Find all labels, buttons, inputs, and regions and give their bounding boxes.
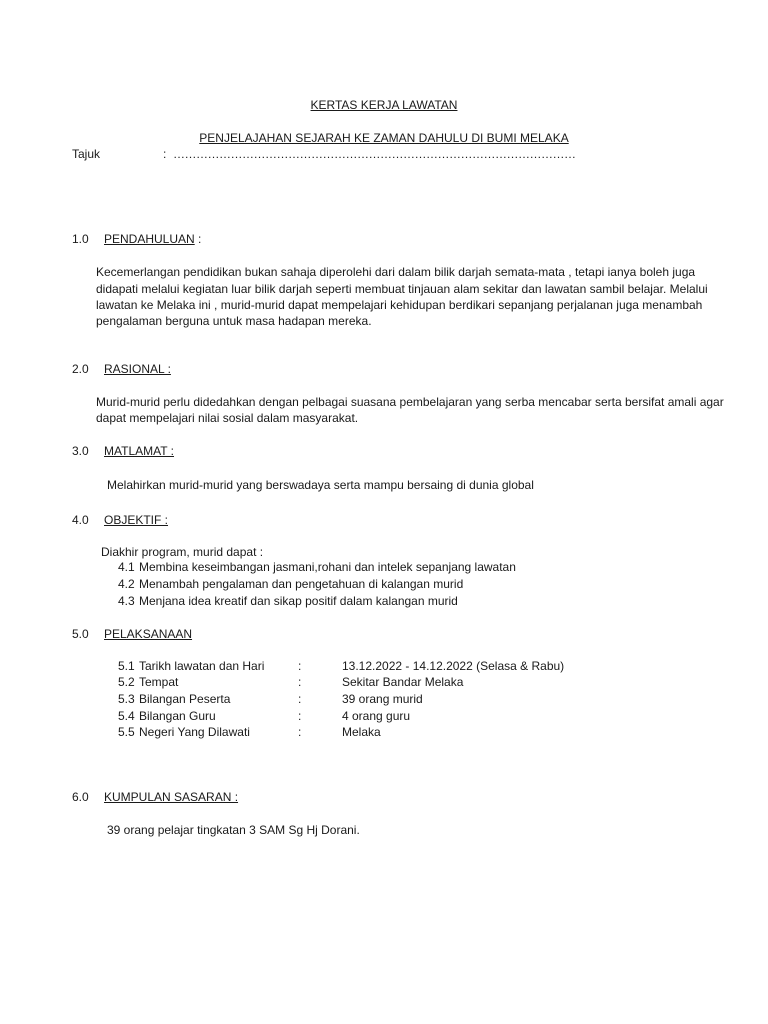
tajuk-colon: : (163, 147, 167, 161)
objektif-item-number: 4.1 (118, 560, 135, 574)
section-pendahuluan-heading (104, 231, 201, 247)
pendahuluan-line: didapati melalui kegiatan luar bilik darjah seperti membuat tinjauan alam sekitar dan lawatan sambil belajar. Melalui (96, 282, 708, 296)
objektif-item-number: 4.2 (118, 577, 135, 591)
document-title (0, 97, 768, 113)
pelaksanaan-row-colon: : (298, 725, 302, 739)
section-objektif-heading-text: OBJEKTIF : (104, 513, 169, 527)
section-pelaksanaan-heading-text: PELAKSANAAN (104, 627, 193, 641)
section-pelaksanaan-number: 5.0 (72, 627, 89, 641)
pelaksanaan-row-value: 4 orang guru (342, 709, 411, 723)
objektif-item-text: Menambah pengalaman dan pengetahuan di kalangan murid (139, 577, 464, 591)
pendahuluan-line: pengalaman berguna untuk masa hadapan mereka. (96, 314, 372, 328)
tajuk-label: Tajuk (72, 147, 101, 161)
section-kumpulan-number: 6.0 (72, 790, 89, 804)
section-objektif-number: 4.0 (72, 513, 89, 527)
pendahuluan-line: Kecemerlangan pendidikan bukan sahaja diperolehi dari dalam bilik darjah semata-mata , tetapi ianya boleh juga (96, 265, 696, 279)
pelaksanaan-row-colon: : (298, 675, 302, 689)
section-matlamat-number: 3.0 (72, 444, 89, 458)
pelaksanaan-row-number: 5.1 (118, 659, 135, 673)
section-rasional-heading (104, 361, 171, 377)
pelaksanaan-row-label: Tempat (139, 675, 179, 689)
section-objektif-heading (104, 512, 168, 528)
document-title-text: KERTAS KERJA LAWATAN (310, 98, 458, 112)
pelaksanaan-row-colon: : (298, 709, 302, 723)
section-pendahuluan-number: 1.0 (72, 232, 89, 246)
pelaksanaan-row-value: Melaka (342, 725, 381, 739)
pelaksanaan-row-label: Bilangan Guru (139, 709, 216, 723)
section-matlamat-heading-text: MATLAMAT : (104, 444, 175, 458)
matlamat-text: Melahirkan murid-murid yang berswadaya serta mampu bersaing di dunia global (107, 478, 534, 492)
pelaksanaan-row-colon: : (298, 659, 302, 673)
pelaksanaan-row-number: 5.5 (118, 725, 135, 739)
document-subtitle (0, 130, 768, 146)
section-kumpulan-heading (104, 789, 238, 805)
pendahuluan-line: lawatan ke Melaka ini , murid-murid dapat mempelajari kehidupan berdikari sepanjang perjalanan juga menambah (96, 298, 703, 312)
pelaksanaan-row-label: Tarikh lawatan dan Hari (139, 659, 265, 673)
section-rasional-heading-text: RASIONAL : (104, 362, 171, 376)
pelaksanaan-row-label: Bilangan Peserta (139, 692, 231, 706)
pelaksanaan-row-value: Sekitar Bandar Melaka (342, 675, 464, 689)
pelaksanaan-row-colon: : (298, 692, 302, 706)
pelaksanaan-row-number: 5.2 (118, 675, 135, 689)
document-subtitle-text: PENJELAJAHAN SEJARAH KE ZAMAN DAHULU DI BUMI MELAKA (199, 131, 569, 145)
section-kumpulan-heading-text: KUMPULAN SASARAN : (104, 790, 239, 804)
pelaksanaan-row-number: 5.3 (118, 692, 135, 706)
objektif-item-text: Menjana idea kreatif dan sikap positif dalam kalangan murid (139, 594, 458, 608)
section-pendahuluan-heading-suffix: : (194, 232, 202, 246)
section-pendahuluan-heading-text: PENDAHULUAN (104, 232, 195, 246)
kumpulan-text: 39 orang pelajar tingkatan 3 SAM Sg Hj Dorani. (107, 823, 360, 837)
section-rasional-number: 2.0 (72, 362, 89, 376)
rasional-line: dapat mempelajari nilai sosial dalam masyarakat. (96, 411, 359, 425)
pelaksanaan-row-number: 5.4 (118, 709, 135, 723)
section-matlamat-heading (104, 443, 174, 459)
rasional-line: Murid-murid perlu didedahkan dengan pelbagai suasana pembelajaran yang serba mencabar serta bersifat amali agar (96, 395, 724, 409)
objektif-item-number: 4.3 (118, 594, 135, 608)
pelaksanaan-row-value: 39 orang murid (342, 692, 423, 706)
pelaksanaan-row-label: Negeri Yang Dilawati (139, 725, 250, 739)
section-pelaksanaan-heading (104, 626, 192, 642)
objektif-intro: Diakhir program, murid dapat : (101, 545, 264, 559)
tajuk-value: …………………………………………………………………………………………… (173, 147, 576, 161)
pelaksanaan-row-value: 13.12.2022 - 14.12.2022 (Selasa & Rabu) (342, 659, 565, 673)
objektif-item-text: Membina keseimbangan jasmani,rohani dan intelek sepanjang lawatan (139, 560, 516, 574)
